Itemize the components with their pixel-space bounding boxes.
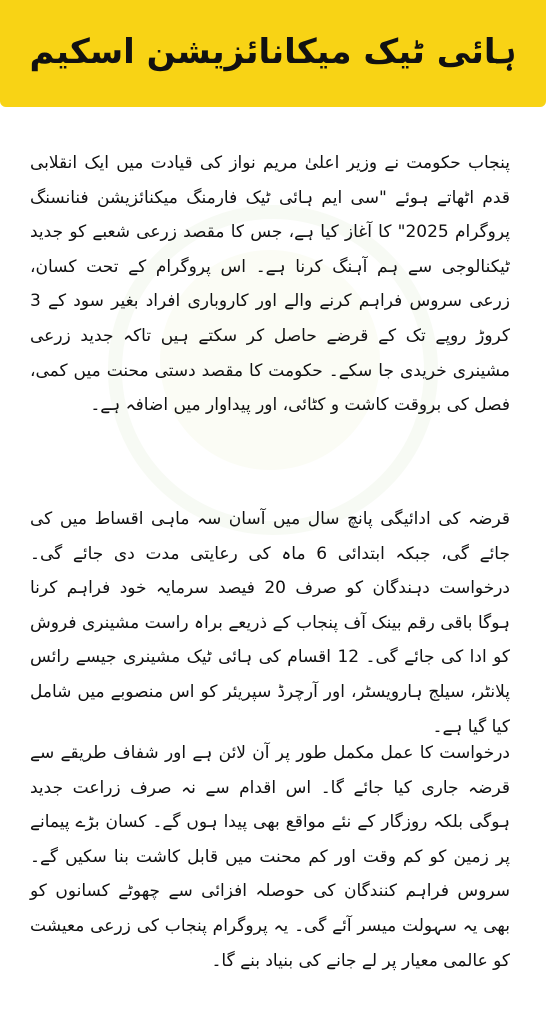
article-paragraph-1: پنجاب حکومت نے وزیر اعلیٰ مریم نواز کی قیادت میں ایک انقلابی قدم اٹھاتے ہوئے "سی ایم ہائی ٹیک فارمنگ میکنائزیشن فنانسنگ پروگرام 2025" کا آغاز کیا ہے، جس کا مقصد زرعی شعبے کو جدید ٹیکنالوجی سے ہم آہنگ کرنا ہے۔ اس پروگرام کے تحت کسان، زرعی سروس فراہم کرنے والے اور کاروباری افراد بغیر سود کے 3 کروڑ روپے تک کے قرضے حاصل کر سکتے ہیں تاکہ جدید زرعی مشینری خریدی جا سکے۔ حکومت کا مقصد دستی محنت میں کمی، فصل کی بروقت کاشت و کٹائی، اور پیداوار میں اضافہ ہے۔ [30, 153, 511, 416]
article-paragraph-3: درخواست کا عمل مکمل طور پر آن لائن ہے اور شفاف طریقے سے قرضہ جاری کیا جائے گا۔ اس اقدام سے نہ صرف زراعت جدید ہوگی بلکہ روزگار کے نئے مواقع بھی پیدا ہوں گے۔ کسان بڑے پیمانے پر زمین کو کم وقت اور کم محنت میں قابل کاشت بنا سکیں گے۔ سروس فراہم کنندگان کی حوصلہ افزائی سے چھوٹے کسانوں کو بھی یہ سہولت میسر آئے گی۔ یہ پروگرام پنجاب کی زرعی معیشت کو عالمی معیار پر لے جانے کی بنیاد بنے گا۔ [30, 743, 510, 971]
page-title: ہائی ٹیک میکانائزیشن اسکیم [29, 32, 517, 72]
article-paragraph-2: قرضہ کی ادائیگی پانچ سال میں آسان سہ ماہی اقساط میں کی جائے گی، جبکہ ابتدائی 6 ماہ کی رعایتی مدت دی جائے گی۔ درخواست دہندگان کو صرف 20 فیصد سرمایہ خود فراہم کرنا ہوگا باقی رقم بینک آف پنجاب کے ذریعے براہ راست مشینری فروش کو ادا کی جائے گی۔ 12 اقسام کی ہائی ٹیک مشینری جیسے رائس پلانٹر، سیلج ہارویسٹر، اور آرچرڈ سپریئر کو اس منصوبے میں شامل کیا گیا ہے۔ [30, 509, 511, 737]
title-banner [0, 0, 546, 107]
